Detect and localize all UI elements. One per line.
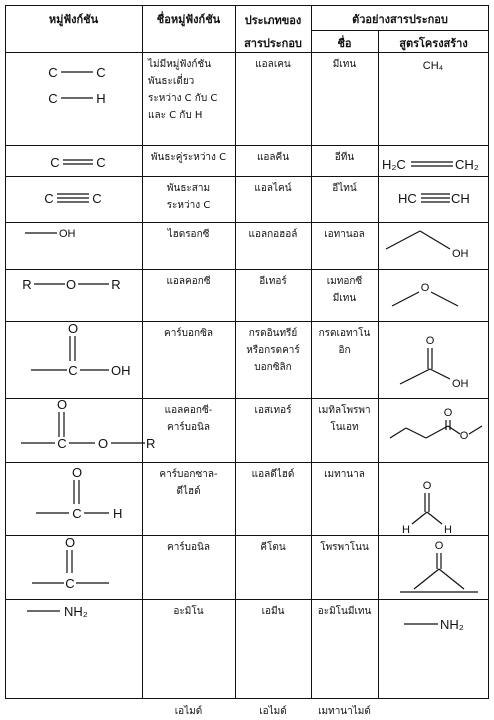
header-group-name — [142, 5, 235, 30]
group-name-cell — [142, 145, 235, 176]
compound-type-line: เอไมด์ — [259, 706, 287, 717]
functional-group-structure — [5, 321, 142, 398]
compound-type-line: อีเทอร์ — [259, 276, 287, 287]
group-name-cell — [142, 462, 235, 535]
compound-type-cell — [235, 462, 311, 535]
compound-type-cell — [235, 269, 311, 321]
atom-label: C — [44, 191, 54, 206]
group-name-cell — [142, 222, 235, 269]
compound-type-line: แอลกอฮอล์ — [248, 229, 298, 240]
header-label: สูตรโครงสร้าง — [399, 37, 468, 50]
compound-type-cell — [235, 599, 311, 699]
compound-type-line: แอลไคน์ — [254, 183, 292, 194]
compound-type-line: บอกซิลิก — [254, 362, 292, 373]
atom-label: CH₂ — [455, 157, 479, 172]
atom-label: R — [111, 277, 121, 292]
structural-formula-cell — [378, 535, 489, 599]
example-name-line: โพรพาโนน — [320, 542, 369, 553]
example-name-cell — [311, 699, 378, 720]
atom-label: OH — [452, 378, 469, 390]
example-name-cell — [311, 535, 378, 599]
group-name-cell — [142, 699, 235, 720]
compound-type-cell — [235, 176, 311, 222]
atom-label: C — [92, 191, 102, 206]
functional-group-structure — [5, 52, 142, 145]
atom-label: H — [113, 506, 123, 521]
header-label: ประเภทของ — [244, 14, 302, 27]
structural-formula — [378, 599, 489, 699]
compound-type-cell — [235, 699, 311, 720]
header-structural-formula — [378, 30, 489, 52]
atom-label: C — [65, 576, 75, 591]
functional-group-structure — [5, 176, 142, 222]
example-name-line: อิก — [338, 345, 351, 356]
functional-group-table — [5, 5, 489, 717]
compound-type-line: คีโตน — [260, 542, 286, 553]
compound-type-line: แอลเคน — [255, 59, 291, 70]
compound-type-line: เอมีน — [261, 606, 285, 617]
example-name-cell — [311, 398, 378, 462]
functional-group-structure — [5, 269, 142, 321]
atom-label: O — [67, 321, 79, 336]
bond-line — [431, 292, 458, 306]
bond-line — [420, 231, 450, 249]
example-name-line: กรดเอทาโน — [318, 328, 371, 339]
atom-label: O — [64, 535, 76, 550]
atom-label: C — [96, 155, 106, 170]
group-name-line: ระหว่าง C — [166, 200, 211, 211]
header-label: หมู่ฟังก์ชัน — [48, 13, 99, 26]
structural-formula — [378, 52, 489, 145]
atom-label: C — [96, 65, 106, 80]
structural-formula — [378, 269, 489, 321]
functional-group-structure-cell — [5, 176, 142, 222]
bond-line — [392, 292, 419, 306]
compound-type-line: เอสเทอร์ — [254, 405, 292, 416]
bond-line — [426, 426, 448, 438]
compound-type-cell — [235, 145, 311, 176]
group-name-cell — [142, 176, 235, 222]
example-name-line: เมทอกซี — [326, 276, 363, 287]
functional-group-structure-cell — [5, 269, 142, 321]
atom-label: O — [422, 480, 432, 492]
atom-label: O — [459, 430, 469, 442]
structural-formula-cell — [378, 176, 489, 222]
group-name-line: ดีไฮด์ — [176, 486, 201, 497]
atom-label: O — [71, 465, 83, 480]
functional-group-structure — [5, 462, 142, 535]
functional-group-structure — [5, 535, 142, 599]
atom-label: O — [97, 436, 109, 451]
structural-formula — [378, 145, 489, 176]
compound-type-cell — [235, 321, 311, 398]
structural-formula — [378, 398, 489, 462]
atom-label: O — [65, 277, 77, 292]
bond-line — [427, 512, 442, 524]
bond-line — [406, 428, 426, 438]
group-name-line: คาร์บอนิล — [167, 542, 210, 553]
compound-type-cell — [235, 52, 311, 145]
header-functional-group — [5, 5, 142, 30]
header-label: สารประกอบ — [244, 37, 302, 50]
atom-label: C — [50, 155, 60, 170]
atom-label: O — [443, 407, 453, 419]
example-name-line: เอทานอล — [324, 229, 365, 240]
atom-label: NH₂ — [440, 617, 464, 632]
structural-formula-cell — [378, 145, 489, 176]
group-name-line: พันธะสาม — [166, 183, 211, 194]
atom-label: OH — [111, 363, 131, 378]
atom-label: O — [56, 397, 68, 412]
functional-group-structure-cell — [5, 52, 142, 145]
functional-group-structure-cell — [5, 145, 142, 176]
functional-group-structure-cell — [5, 222, 142, 269]
atom-label: C — [72, 506, 82, 521]
atom-label: O — [420, 282, 430, 294]
formula-label: CH₄ — [422, 60, 444, 72]
functional-group-structure-cell — [5, 462, 142, 535]
structural-formula-cell — [378, 222, 489, 269]
atom-label: H — [444, 524, 452, 536]
bond-line — [414, 569, 439, 589]
group-name-line: แอลคอกซี — [166, 276, 211, 287]
example-name-line: เมทานาล — [324, 469, 365, 480]
example-name-line: มีเทน — [332, 293, 357, 304]
group-name-cell — [142, 535, 235, 599]
example-name-line: โนเอท — [330, 422, 359, 433]
example-name-cell — [311, 222, 378, 269]
example-name-line: อีไทน์ — [332, 183, 357, 194]
group-name-line: แอลคอกซี- — [164, 405, 213, 416]
group-name-line: ระหว่าง C กับ C — [148, 93, 218, 104]
atom-label: C — [48, 65, 58, 80]
group-name-cell — [142, 321, 235, 398]
structural-formula-cell — [378, 462, 489, 535]
atom-label: O — [425, 335, 435, 347]
example-name-cell — [311, 52, 378, 145]
group-name-line: พันธะเดี่ยว — [148, 76, 195, 87]
example-name-line: มีเทน — [332, 59, 357, 70]
atom-label: C — [68, 363, 78, 378]
functional-group-structure — [5, 222, 142, 269]
example-name-line: อะมิโนมีเทน — [317, 606, 372, 617]
atom-label: O — [66, 700, 78, 715]
group-name-line: คาร์บอกซาล- — [159, 469, 218, 480]
atom-label: OH — [452, 248, 469, 260]
atom-label: CH — [451, 191, 470, 206]
bond-line — [390, 428, 406, 438]
compound-type-line: หรือกรดคาร์ — [246, 345, 300, 356]
group-name-line: คาร์บอนิล — [167, 422, 210, 433]
atom-label: O — [434, 540, 444, 552]
compound-type-cell — [235, 222, 311, 269]
group-name-cell — [142, 52, 235, 145]
compound-type-line: กรดอินทรีย์ — [248, 328, 298, 339]
example-name-cell — [311, 599, 378, 699]
group-name-cell — [142, 599, 235, 699]
structural-formula — [378, 462, 489, 535]
structural-formula-cell — [378, 52, 489, 145]
structural-formula — [378, 176, 489, 222]
header-example-name — [311, 30, 378, 52]
example-name-cell — [311, 176, 378, 222]
functional-group-structure-cell — [5, 599, 142, 699]
header-examples — [311, 5, 489, 30]
atom-label: R — [22, 277, 32, 292]
group-name-cell — [142, 269, 235, 321]
functional-group-structure-cell — [5, 535, 142, 599]
group-name-line: ไม่มีหมู่ฟังก์ชัน — [148, 59, 212, 70]
example-name-cell — [311, 269, 378, 321]
atom-label: H — [96, 91, 106, 106]
bond-line — [430, 369, 450, 379]
structural-formula — [378, 321, 489, 398]
atom-label: C — [57, 436, 67, 451]
compound-type-cell — [235, 398, 311, 462]
example-name-line: อีทีน — [334, 152, 355, 163]
functional-group-structure — [5, 599, 142, 699]
compound-type-cell — [235, 535, 311, 599]
example-name-line: เมทิลโพรพา — [318, 405, 371, 416]
atom-label: C — [48, 91, 58, 106]
group-name-line: และ C กับ H — [148, 110, 203, 121]
example-name-cell — [311, 462, 378, 535]
structural-formula-cell — [378, 599, 489, 699]
atom-label: NH₂ — [64, 604, 88, 619]
header-label: ตัวอย่างสารประกอบ — [352, 13, 448, 26]
bond-line — [412, 512, 427, 524]
functional-group-structure-cell — [5, 321, 142, 398]
functional-group-structure — [5, 145, 142, 176]
compound-type-line: แอลคีน — [256, 152, 290, 163]
header-label: ชื่อหมู่ฟังก์ชัน — [156, 13, 221, 26]
group-name-line: อะมิโน — [173, 606, 204, 617]
atom-label: R — [146, 436, 156, 451]
group-name-line: คาร์บอกซิล — [164, 328, 213, 339]
compound-type-line: แอลดีไฮด์ — [251, 469, 295, 480]
header-label: ชื่อ — [337, 37, 352, 50]
group-name-line: เอไมด์ — [174, 706, 203, 717]
example-name-cell — [311, 145, 378, 176]
bond-line — [400, 369, 430, 384]
structural-formula — [378, 222, 489, 269]
header-compound-type — [235, 5, 311, 52]
bond-line — [439, 569, 464, 589]
example-name-cell — [311, 321, 378, 398]
bond-line — [469, 426, 482, 434]
group-name-line: พันธะคู่ระหว่าง C — [150, 152, 227, 163]
atom-label: H — [402, 524, 410, 536]
example-name-line: เมทานาไมด์ — [318, 706, 371, 717]
atom-label: HC — [398, 191, 417, 206]
structural-formula — [378, 535, 489, 599]
atom-label: OH — [59, 228, 76, 240]
functional-group-structure — [5, 397, 156, 462]
group-name-cell — [142, 398, 235, 462]
structural-formula-cell — [378, 398, 489, 462]
functional-group-structure-cell — [5, 397, 156, 462]
group-name-line: ไฮดรอกซี — [167, 229, 210, 240]
structural-formula-cell — [378, 269, 489, 321]
bond-line — [386, 231, 420, 249]
structural-formula-cell — [378, 321, 489, 398]
atom-label: H₂C — [382, 157, 406, 172]
